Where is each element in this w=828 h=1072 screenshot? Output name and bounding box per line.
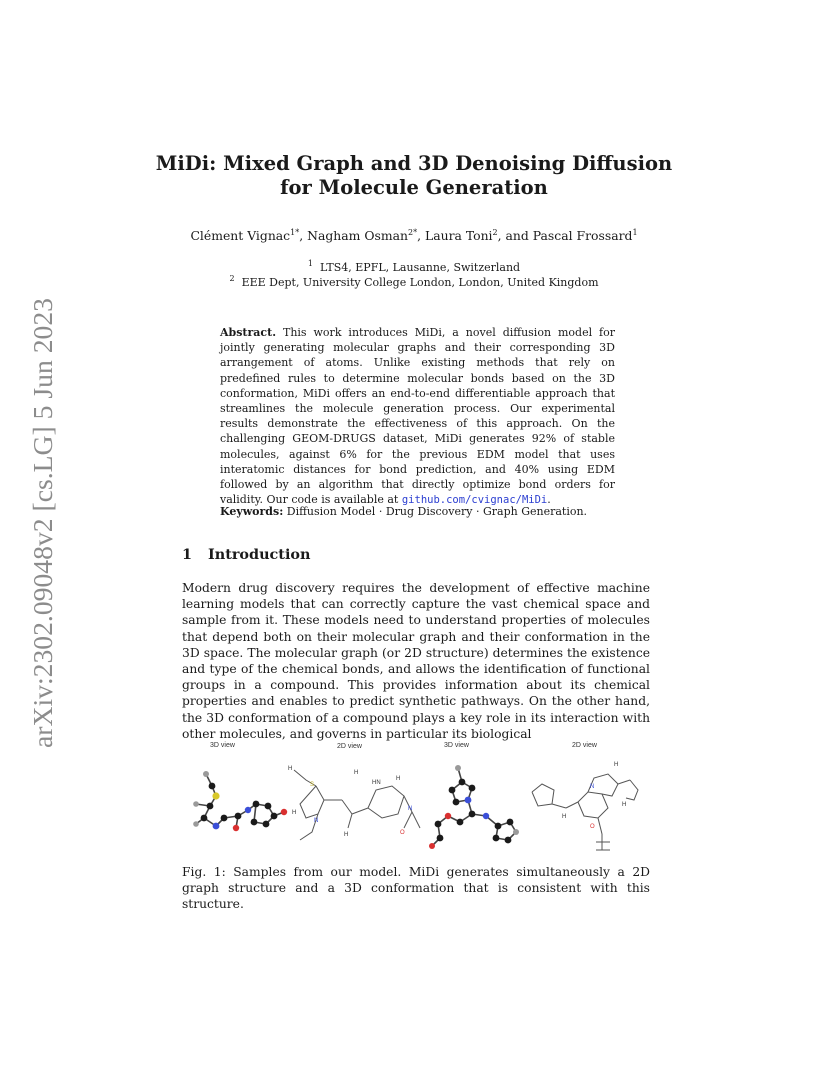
atom-o-1: O <box>400 830 405 836</box>
keywords <box>220 505 640 518</box>
abstract-end: . <box>547 493 551 507</box>
abstract-label: Abstract. <box>220 326 277 339</box>
molecule-4-labels <box>562 762 626 830</box>
panel-label-1: 3D view <box>210 742 235 749</box>
title-line-1: MiDi: Mixed Graph and 3D Denoising Diffusion <box>155 152 673 175</box>
affiliation-2-text: EEE Dept, University College London, London, United Kingdom <box>241 276 599 289</box>
code-link[interactable]: github.com/cvignac/MiDi <box>401 494 548 507</box>
atom-h-5: H <box>344 832 349 838</box>
author-list: Clément Vignac$^{1*}$, Nagham Osman$^{2*}$, Laura Toni$^2$, and Pascal Frossard$^1$ <box>190 228 638 243</box>
arxiv-stamp-text: arXiv:2302.09048v2 [cs.LG] 5 Jun 2023 <box>27 300 58 748</box>
atom-h-6: H <box>614 762 619 768</box>
affiliation-2-num: 2 <box>229 274 235 283</box>
affiliation-1-num: 1 <box>307 259 313 268</box>
molecule-4-2d <box>532 774 638 850</box>
author-3: Laura Toni <box>424 228 493 243</box>
author-2: Nagham Osman <box>307 228 408 243</box>
author-3-affil: 2 <box>492 228 498 237</box>
paper-title <box>0 152 828 200</box>
figure-1 <box>182 736 652 866</box>
panel-label-2: 2D view <box>337 743 362 750</box>
keywords-label: Keywords: <box>220 505 284 518</box>
panel-label-4: 2D view <box>572 742 597 749</box>
keywords-text: Diffusion Model · Drug Discovery · Graph Generation. <box>286 505 588 518</box>
atom-h-2: H <box>354 770 359 776</box>
section-number: 1 <box>182 546 193 563</box>
atom-n-3: N <box>590 784 595 790</box>
author-4: Pascal Frossard <box>532 228 633 243</box>
molecule-1-atoms <box>193 771 287 831</box>
author-2-affil: 2* <box>407 228 418 237</box>
molecule-3-atoms <box>429 765 519 849</box>
affiliation-2 <box>0 274 828 289</box>
affiliation-1 <box>0 259 828 274</box>
arxiv-stamp <box>18 296 62 750</box>
atom-n-2: N <box>408 806 413 812</box>
atom-h-3: H <box>396 776 401 782</box>
intro-paragraph: Modern drug discovery requires the development of effective machine learning models that can correctly capture the vast chemical space and sample from it. These models need to understand properties of molecules that depend both on their molecular graph and their conformation in the 3D space. The molecular graph (or 2D structure) determines the existence and type of the chemical bonds, and allows the identification of functional groups in a compound. This provides information about its chemical properties and enables to predict synthetic pathways. On the other hand, the 3D conformation of a compound plays a key role in its interaction with other molecules, and governs in particular its biological <box>182 581 650 741</box>
title-line-2: for Molecule Generation <box>280 176 548 199</box>
author-4-affil: 1 <box>632 228 638 237</box>
atom-o-2: O <box>590 824 595 830</box>
figure-caption: Fig. 1: Samples from our model. MiDi generates simultaneously a 2D graph structure and a 3D conformation that is consistent with this structure. <box>182 865 650 912</box>
atom-h-7: H <box>622 802 627 808</box>
author-1: Clément Vignac <box>190 228 291 243</box>
atom-n-1: N <box>314 818 319 824</box>
atom-h-8: H <box>562 814 567 820</box>
atom-hn: HN <box>372 780 381 786</box>
affiliation-1-text: LTS4, EPFL, Lausanne, Switzerland <box>319 261 521 274</box>
section-title: Introduction <box>208 546 311 563</box>
molecule-1-3d <box>196 774 284 828</box>
panel-label-3: 3D view <box>444 742 469 749</box>
atom-h-1: H <box>288 766 293 772</box>
section-heading <box>182 546 310 563</box>
atom-s: S <box>310 782 315 788</box>
molecule-2-labels <box>288 766 412 838</box>
atom-h-4: H <box>292 810 297 816</box>
abstract-text: This work introduces MiDi, a novel diffusion model for jointly generating molecular graphs and their corresponding 3D arrangement of atoms. Unlike existing methods that rely on predefined rules to determine molecular bonds based on the 3D conformation, MiDi offers an end-to-end differentiable approach that streamlines the molecule generation process. Our experimental results demonstrate the effectiveness of this approach. On the challenging GEOM-DRUGS dataset, MiDi generates 92% of stable molecules, against 6% for the previous EDM model that uses interatomic distances for bond prediction, and 40% using EDM followed by an algorithm that directly optimize bond orders for validity. Our code is available at <box>220 326 615 507</box>
abstract <box>220 325 615 508</box>
author-1-affil: 1* <box>290 228 300 237</box>
molecule-3-3d <box>432 768 516 846</box>
